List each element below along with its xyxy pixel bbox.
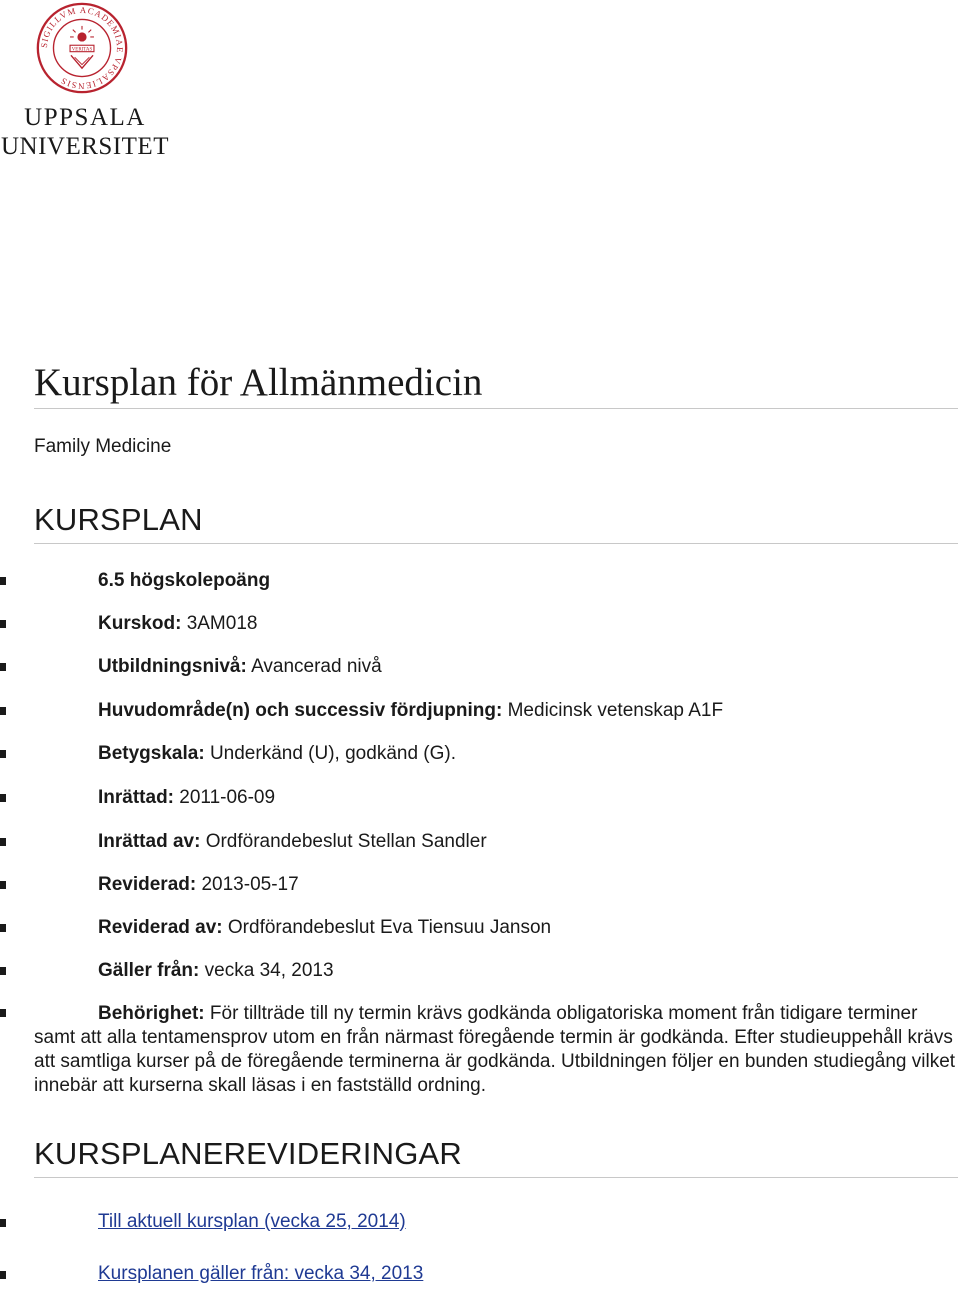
fact-valid-from [98,960,334,982]
fact-grading-scale [98,743,456,765]
revisions-heading: KURSPLANEREVIDERINGAR [34,1136,462,1171]
university-name-line1: UPPSALA [24,104,146,131]
fact-revised [98,874,299,896]
fact-label: Reviderad: [98,874,197,895]
fact-label: Inrättad: [98,787,174,808]
bullet-icon [0,838,6,846]
fact-label: Reviderad av: [98,917,223,938]
fact-established [98,787,275,809]
bullet-icon [0,707,6,715]
bullet-icon [0,1271,6,1279]
fact-value: Avancerad nivå [251,656,382,677]
fact-revised-by [98,917,551,939]
fact-course-code [98,613,257,635]
revisions-divider [34,1177,958,1178]
syllabus-valid-from-link[interactable]: Kursplanen gäller från: vecka 34, 2013 [98,1263,424,1284]
fact-eligibility [34,1002,958,1098]
page-title: Kursplan för Allmänmedicin [34,361,483,404]
fact-value: 2011-06-09 [179,787,276,808]
kursplan-heading: KURSPLAN [34,502,203,537]
bullet-icon [0,794,6,802]
bullet-icon [0,881,6,889]
seal-motto: VERITAS [71,47,93,53]
university-seal-icon [36,2,128,94]
fact-label: Gäller från: [98,960,200,981]
fact-value: 2013-05-17 [201,874,299,895]
fact-credits [98,570,270,592]
bullet-icon [0,750,6,758]
bullet-icon [0,663,6,671]
page-subtitle: Family Medicine [34,436,172,457]
bullet-icon [0,967,6,975]
fact-education-level [98,656,382,678]
university-name-line2: UNIVERSITET [1,133,169,160]
fact-main-field [98,700,723,722]
fact-value: Underkänd (U), godkänd (G). [209,743,457,764]
bullet-icon [0,1009,6,1017]
bullet-icon [0,620,6,628]
bullet-icon [0,1219,6,1227]
bullet-icon [0,924,6,932]
eligibility-text: För tillträde till ny termin krävs godkända obligatoriska moment från tidigare terminer samt att alla tentamensprov utom en från närmast föregående termin är godkända. Efter studieuppehåll krävs att samtliga kurser på de föregående terminerna är godkända. Utbildningen följer en bunden studiegång vilket innebär att kurserna skall läsas i en fastställd ordning. [34,1003,956,1096]
fact-label: Utbildningsnivå: [98,656,247,677]
fact-established-by [98,831,487,853]
current-syllabus-link[interactable]: Till aktuell kursplan (vecka 25, 2014) [98,1211,406,1232]
seal-ring-text: SIGILLVM ACADEMIAE VPSALIENSIS [38,4,126,92]
bullet-icon [0,577,6,585]
fact-value: Ordförandebeslut Eva Tiensuu Janson [227,917,552,938]
fact-value: vecka 34, 2013 [204,960,334,981]
kursplan-divider [34,543,958,544]
fact-value: Medicinsk vetenskap A1F [507,700,724,721]
university-logo [0,0,170,165]
fact-label: 6.5 högskolepoäng [98,570,271,591]
fact-value: Ordförandebeslut Stellan Sandler [205,831,487,852]
fact-value: 3AM018 [186,613,258,634]
fact-label: Kurskod: [98,613,182,634]
fact-label: Betygskala: [98,743,205,764]
fact-label: Inrättad av: [98,831,201,852]
eligibility-label: Behörighet: [98,1003,205,1024]
title-divider [34,408,958,409]
fact-label: Huvudområde(n) och successiv fördjupning: [98,700,503,721]
